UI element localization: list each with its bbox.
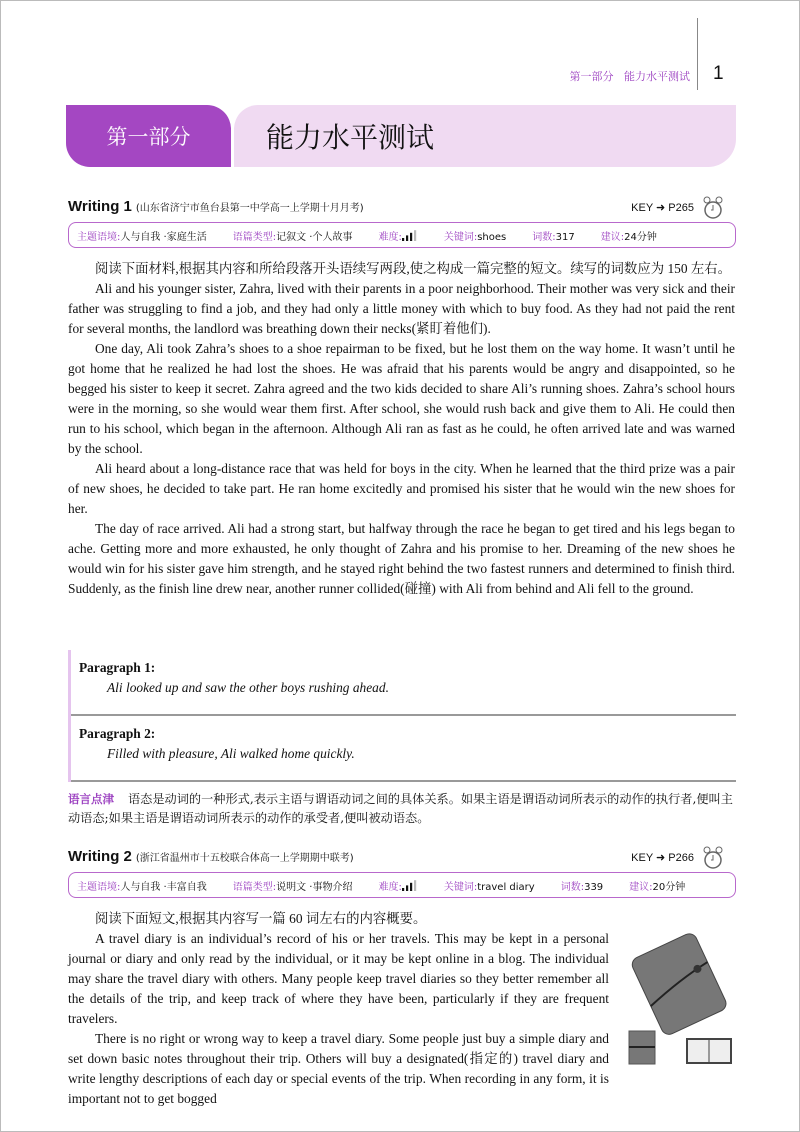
tip-text: 语态是动词的一种形式,表示主语与谓语动词之间的具体关系。如果主语是谓语动词所表示的动作的执行者,便叫主动语态;如果主语是谓语动词所表示的动作的承受者,便叫被动语态。 bbox=[68, 792, 733, 825]
meta-value: travel diary bbox=[477, 881, 535, 893]
writing1-header bbox=[68, 198, 736, 218]
continuation-prompts bbox=[68, 650, 736, 782]
meta-label: 关键词: bbox=[443, 231, 478, 243]
meta-value: shoes bbox=[477, 231, 507, 243]
section-banner bbox=[66, 105, 736, 167]
prompt-text: Filled with pleasure, Ali walked home quickly. bbox=[107, 746, 355, 761]
meta-label: 建议: bbox=[629, 881, 653, 893]
passage-paragraph: A travel diary is an individual’s record of his or her travels. This may be kept in a personal journal or diary and only read by the individual, or it may be kept online in a blog. The individual may share the travel diary with others. Many people keep travel diaries so they better remember all the details of the trip, and keep track of where they have been, particularly if they are frequent travelers. bbox=[68, 931, 609, 1026]
passage-paragraph: Ali heard about a long-distance race that was held for boys in the city. When he learned that the third prize was a pair of new shoes, he decided to take part. He ran home excitedly and promised his sister that he would win the new shoes for her. bbox=[68, 461, 735, 516]
meta-item bbox=[77, 878, 207, 893]
writing2-header bbox=[68, 848, 736, 868]
meta-item bbox=[444, 228, 506, 243]
passage-paragraph: The day of race arrived. Ali had a strong start, but halfway through the race he began to get tired and his legs began to ache. Getting more and more exhausted, he only thought of Zahra and his promise to her. Dreaming of the new shoes he would win for his sister gave him strength, and he stayed right behind the two fastest runners and determined to finish third. Suddenly, as the finish line drew near, another runner collided(碰撞) with Ali from behind and Ali fell to the ground. bbox=[68, 521, 735, 596]
writing1-source: (山东省济宁市鱼台县第一中学高一上学期十月月考) bbox=[135, 203, 364, 214]
meta-label: 主题语境: bbox=[77, 231, 121, 243]
meta-label: 建议: bbox=[600, 231, 625, 243]
meta-item bbox=[378, 878, 417, 893]
passage-paragraph: There is no right or wrong way to keep a travel diary. Some people just buy a simple diary and set down basic notes throughout their trip. Others will buy a designated(指定的) travel diary and write lengthy descriptions of each day or special events of the trip. When recording in any form, it is important not to get bogged bbox=[68, 1031, 609, 1106]
meta-value: 317 bbox=[555, 231, 575, 243]
difficulty-bar bbox=[402, 888, 404, 891]
meta-value: 339 bbox=[584, 881, 604, 893]
writing1-passage bbox=[68, 259, 735, 599]
writing1-title: Writing 1 bbox=[68, 198, 132, 215]
meta-label: 语篇类型: bbox=[232, 231, 277, 243]
running-head-title: 能力水平测试 bbox=[624, 70, 690, 83]
prompt-paragraph-1 bbox=[71, 650, 736, 716]
meta-value: 20分钟 bbox=[652, 881, 686, 893]
tip-label: 语言点津 bbox=[68, 792, 114, 806]
alarm-clock-icon bbox=[702, 196, 724, 220]
meta-value: 人与自我 ·家庭生活 bbox=[120, 231, 207, 243]
meta-label: 主题语境: bbox=[77, 881, 121, 893]
meta-label: 词数: bbox=[532, 231, 556, 243]
alarm-clock-icon bbox=[702, 846, 724, 870]
writing2-meta bbox=[68, 872, 736, 898]
meta-item bbox=[444, 878, 535, 893]
meta-item bbox=[378, 228, 417, 243]
meta-label: 难度: bbox=[378, 231, 402, 243]
header-divider bbox=[697, 18, 698, 90]
difficulty-bar bbox=[402, 238, 404, 241]
difficulty-bars-icon bbox=[402, 230, 418, 241]
meta-label: 语篇类型: bbox=[232, 881, 277, 893]
page-number: 1 bbox=[713, 63, 724, 84]
meta-label: 关键词: bbox=[443, 881, 478, 893]
language-tip bbox=[68, 790, 736, 828]
meta-item bbox=[561, 878, 603, 893]
prompt-label: Paragraph 2: bbox=[79, 726, 156, 741]
meta-item bbox=[77, 228, 207, 243]
meta-value: 24分钟 bbox=[624, 231, 657, 243]
meta-item bbox=[532, 228, 574, 243]
prompt-paragraph-2 bbox=[71, 716, 736, 782]
meta-item bbox=[629, 878, 685, 893]
difficulty-bar bbox=[414, 230, 416, 241]
meta-value: 记叙文 ·个人故事 bbox=[276, 231, 353, 243]
writing2-passage bbox=[68, 909, 735, 1109]
difficulty-bar bbox=[406, 235, 408, 241]
meta-item bbox=[233, 878, 353, 893]
writing1-key: KEY ➜ P265 bbox=[631, 202, 694, 214]
instruction: 阅读下面短文,根据其内容写一篇 60 词左右的内容概要。 bbox=[95, 911, 427, 926]
running-head-part: 第一部分 bbox=[569, 70, 614, 83]
writing1-meta bbox=[68, 222, 736, 248]
meta-value: 人与自我 ·丰富自我 bbox=[120, 881, 207, 893]
meta-item bbox=[233, 228, 353, 243]
running-head bbox=[570, 68, 691, 84]
difficulty-bar bbox=[406, 885, 408, 891]
banner-part: 第一部分 bbox=[66, 105, 231, 167]
meta-item bbox=[601, 228, 657, 243]
difficulty-bar bbox=[414, 880, 416, 891]
difficulty-bar bbox=[410, 232, 412, 240]
prompt-text: Ali looked up and saw the other boys rushing ahead. bbox=[107, 680, 389, 695]
instruction: 阅读下面材料,根据其内容和所给段落开头语续写两段,使之构成一篇完整的短文。续写的词数应为 150 左右。 bbox=[95, 261, 732, 276]
writing2-title: Writing 2 bbox=[68, 848, 132, 865]
travel-diary-image bbox=[621, 931, 735, 1066]
meta-label: 难度: bbox=[378, 881, 402, 893]
passage-paragraph: One day, Ali took Zahra’s shoes to a shoe repairman to be fixed, but he lost them on the way home. It wasn’t until he got home that he realized he had lost the shoes. He was afraid that his parents would be angry and disappointed, so he begged his sister to keep it secret. Zahra agreed and the two kids decided to share Ali’s running shoes. Zahra’s school hours were in the morning, so she would wear them first. After school, she would rush back and give them to Ali. He could then run to his school, which began in the afternoon. Although Ali ran as fast as he could, he often arrived late and was warned by the school. bbox=[68, 341, 735, 456]
meta-label: 词数: bbox=[560, 881, 585, 893]
writing2-key: KEY ➜ P266 bbox=[631, 852, 694, 864]
passage-paragraph: Ali and his younger sister, Zahra, lived with their parents in a poor neighborhood. Their mother was very sick and their father was struggling to find a job, and they had only a little money with which to buy food. As they had not paid the rent for several months, the landlord was breathing down their necks(紧盯着他们). bbox=[68, 281, 735, 336]
meta-value: 说明文 ·事物介绍 bbox=[276, 881, 353, 893]
difficulty-bars-icon bbox=[402, 880, 418, 891]
writing2-source: (浙江省温州市十五校联合体高一上学期期中联考) bbox=[135, 853, 354, 864]
difficulty-bar bbox=[410, 882, 412, 890]
prompt-label: Paragraph 1: bbox=[79, 660, 156, 675]
banner-title: 能力水平测试 bbox=[234, 105, 736, 167]
